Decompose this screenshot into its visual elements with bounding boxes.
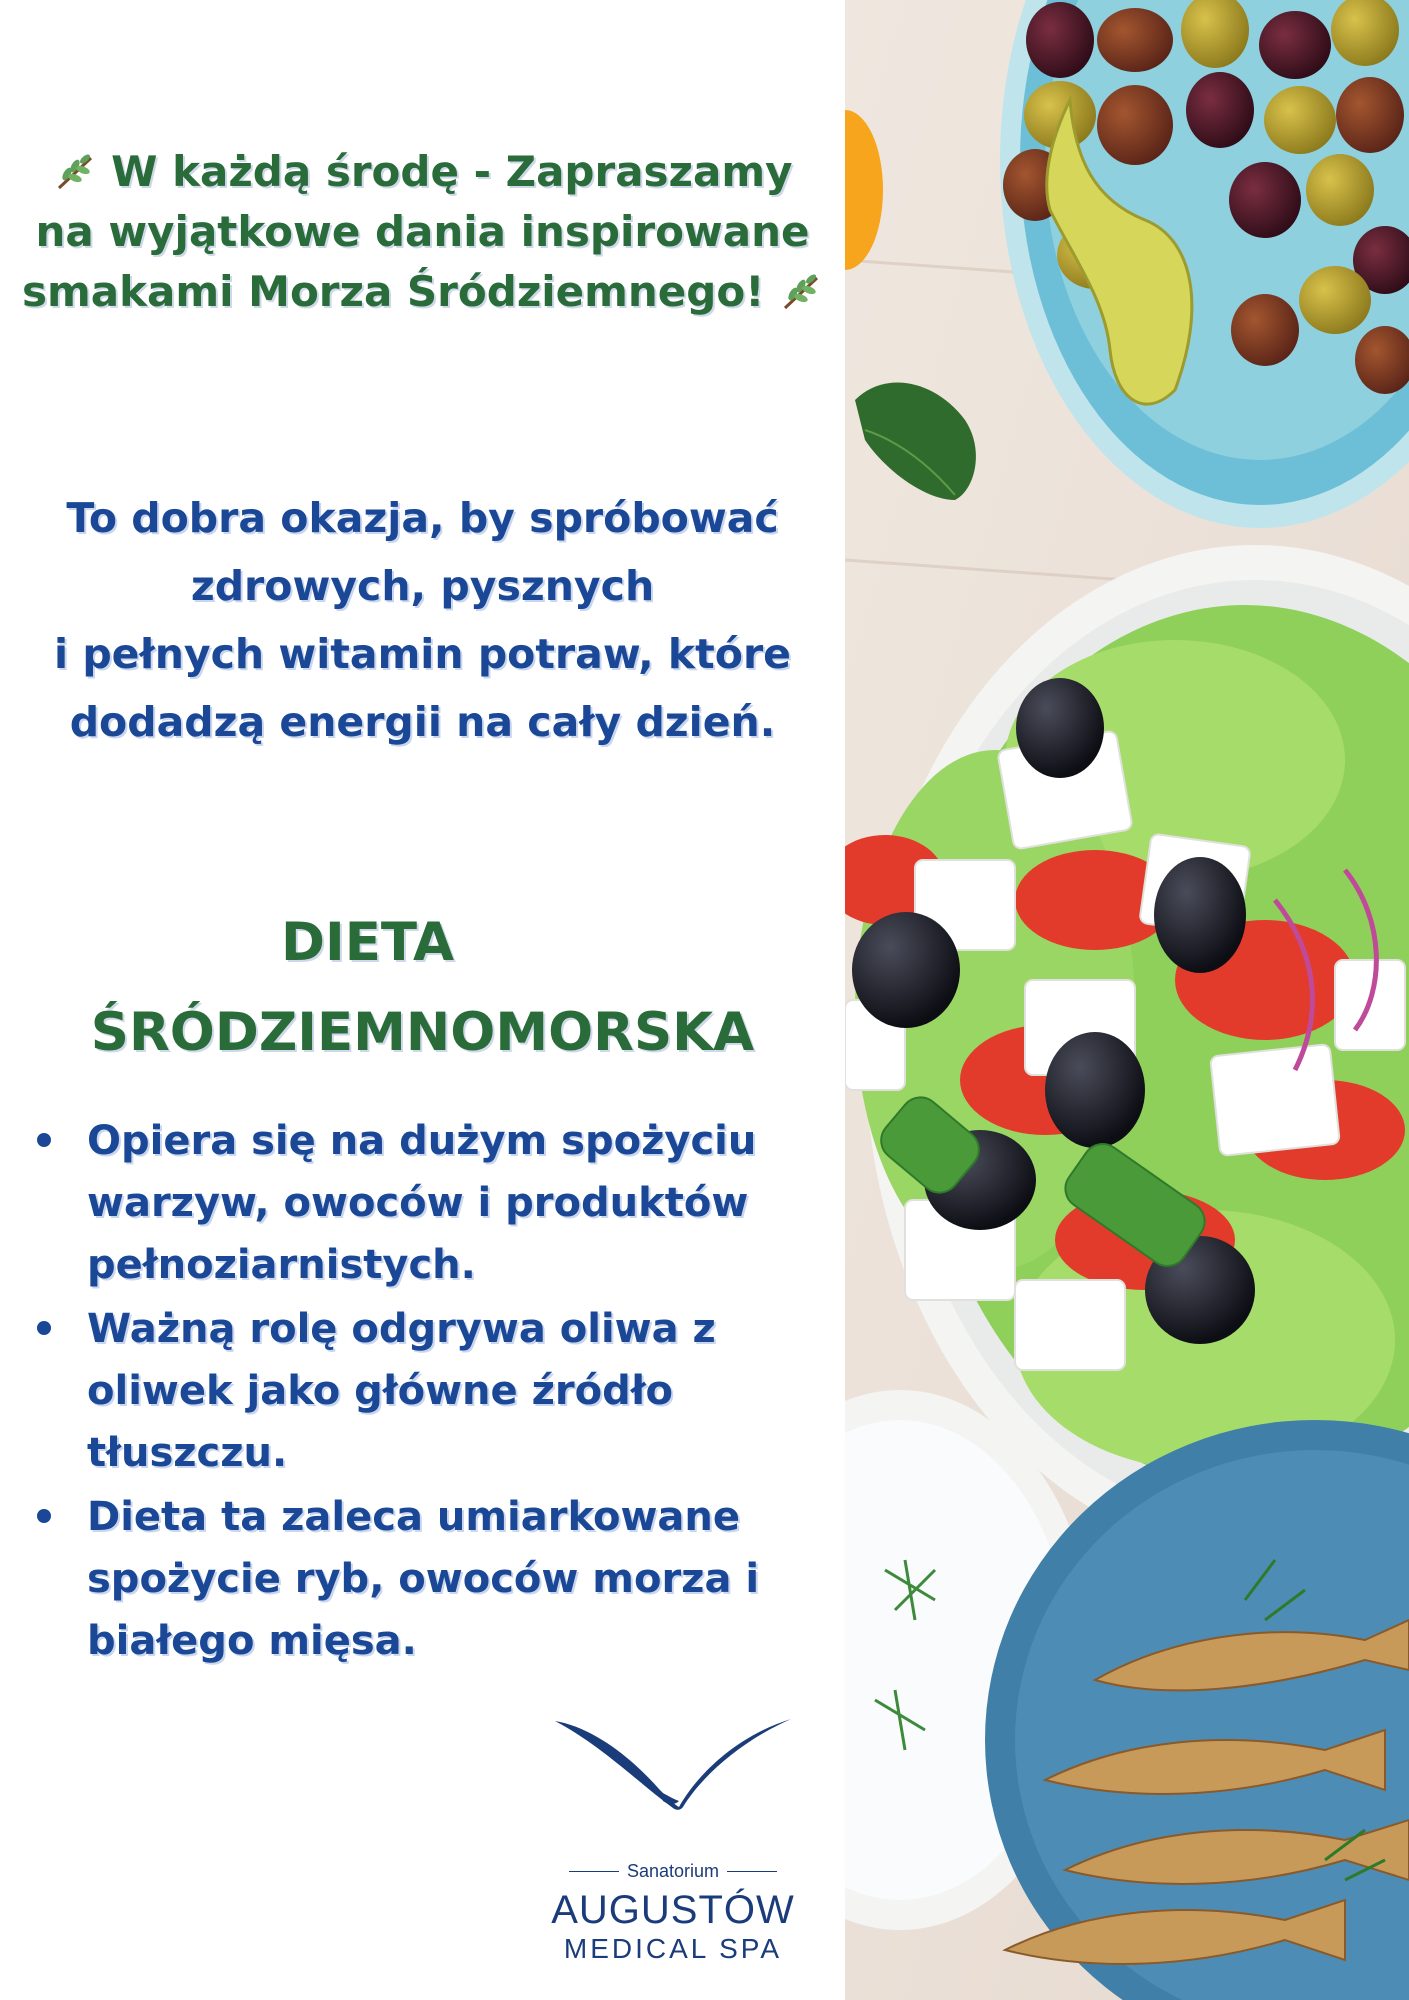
bullet-dot-icon (37, 1321, 51, 1335)
bullet-dot-icon (37, 1133, 51, 1147)
bullet-line: Ważną rolę odgrywa oliwa z (87, 1306, 716, 1352)
bullet-line: warzyw, owoców i produktów (87, 1180, 749, 1226)
logo-rule-left (569, 1871, 619, 1872)
headline-line-3-text: smakami Morza Śródziemnego! (22, 267, 765, 316)
intro-line: To dobra okazja, by spróbować (66, 494, 779, 542)
headline-line-2: na wyjątkowe dania inspirowane (35, 207, 810, 256)
logo-rule-right (727, 1871, 777, 1872)
headline-line-1-text: W każdą środę - Zapraszamy (111, 147, 793, 196)
bullet-line: Dieta ta zaleca umiarkowane (87, 1494, 741, 1540)
herb-sprig-icon (779, 272, 823, 312)
headline-line-1 (0, 142, 845, 202)
logo-subtitle-text: Sanatorium (626, 1861, 720, 1881)
bullet-line: tłuszczu. (87, 1430, 288, 1476)
seagull-logo-icon (551, 1715, 795, 1811)
bullet-line: Opiera się na dużym spożyciu (87, 1118, 757, 1164)
section-heading-line-1: DIETA (281, 912, 454, 973)
sanatorium-logo (548, 1715, 798, 1966)
bullet-item (30, 1298, 830, 1484)
bullet-dot-icon (37, 1509, 51, 1523)
intro-line: dodadzą energii na cały dzień. (69, 698, 776, 746)
intro-line: i pełnych witamin potraw, które (54, 630, 791, 678)
headline (0, 142, 845, 322)
bullet-item (30, 1486, 830, 1672)
bullet-line: białego mięsa. (87, 1618, 417, 1664)
section-heading (0, 898, 845, 1078)
logo-name: AUGUSTÓW (551, 1888, 795, 1932)
intro-paragraph (0, 484, 845, 756)
logo-tagline: MEDICAL SPA (563, 1933, 783, 1964)
headline-line-3 (0, 262, 845, 322)
mediterranean-food-photo (845, 0, 1409, 2000)
bullet-list (30, 1110, 830, 1674)
bullet-item (30, 1110, 830, 1296)
logo-subtitle (548, 1861, 798, 1882)
bullet-line: spożycie ryb, owoców morza i (87, 1556, 760, 1602)
intro-line: zdrowych, pysznych (190, 562, 655, 610)
herb-sprig-icon (53, 152, 97, 192)
section-heading-line-2: ŚRÓDZIEMNOMORSKA (90, 1002, 755, 1063)
bullet-line: pełnoziarnistych. (87, 1242, 476, 1288)
bullet-line: oliwek jako główne źródło (87, 1368, 674, 1414)
